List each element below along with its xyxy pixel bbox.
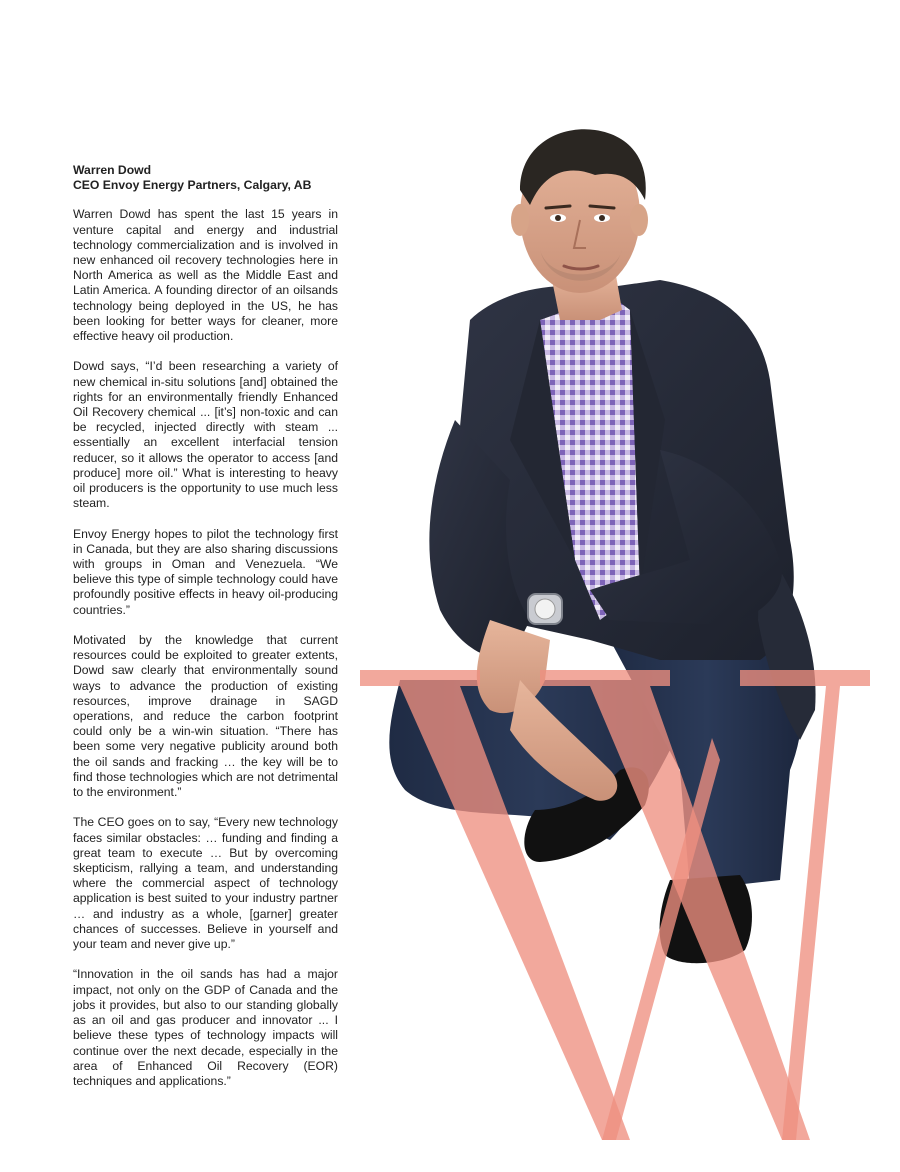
paragraph-6: “Innovation in the oil sands has had a major impact, not only on the GDP of Canada and the jobs it provides, but also to our standing globally as an oil and gas producer and innovator ... I believe these types of technology impacts will continue over the next decade, especially in the area of Enhanced Oil Recovery (EOR) techniques and applications.” (73, 967, 338, 1088)
paragraph-1: Warren Dowd has spent the last 15 years in venture capital and energy and industrial technology commercialization and is involved in new enhanced oil recovery technologies here in North America as well as the Middle East and Latin America. A founding director of an oilsands technology being deployed in the US, he has been looking for better ways for cleaner, more effective heavy oil production. (73, 207, 338, 344)
profile-title: CEO Envoy Energy Partners, Calgary, AB (73, 178, 312, 193)
paragraph-4: Motivated by the knowledge that current resources could be exploited to greater extents, Dowd saw clearly that environmentally sound ways to advance the production of existing resources, improve drainage in SAGD operations, and reduce the carbon footprint could only be a win-win situation. “There has been some very negative publicity around both the oil sands and fracking … the key will be to find those technologies which are not detrimental to the environment.” (73, 633, 338, 800)
paragraph-5: The CEO goes on to say, “Every new technology faces similar obstacles: … funding and finding a great team to execute … But by overcoming skepticism, rallying a team, and understanding where the commercial aspect of technology application is best suited to your industry partner … and industry as a whole, [garner] greater chances of successes. Believe in yourself and your team and never give up.” (73, 815, 338, 952)
paragraph-2: Dowd says, “I’d been researching a variety of new chemical in-situ solutions [and] obtained the rights for an environmentally friendly Enhanced Oil Recovery chemical ... [it’s] non-toxic and can be recycled, injected directly with steam ... essentially an excellent interfacial tension reducer, so it allows the operator to access [and produce] more oil.” What is interesting to heavy oil producers is the opportunity to use much less steam. (73, 359, 338, 511)
profile-name: Warren Dowd (73, 163, 152, 177)
paragraph-3: Envoy Energy hopes to pilot the technology first in Canada, but they are also sharing discussions with groups in Oman and Venezuela. “We believe this type of simple technology could have profoundly positive effects in heavy oil-producing countries.” (73, 526, 338, 617)
monogram-w-icon (340, 640, 900, 1160)
article-text-column (73, 163, 338, 1104)
